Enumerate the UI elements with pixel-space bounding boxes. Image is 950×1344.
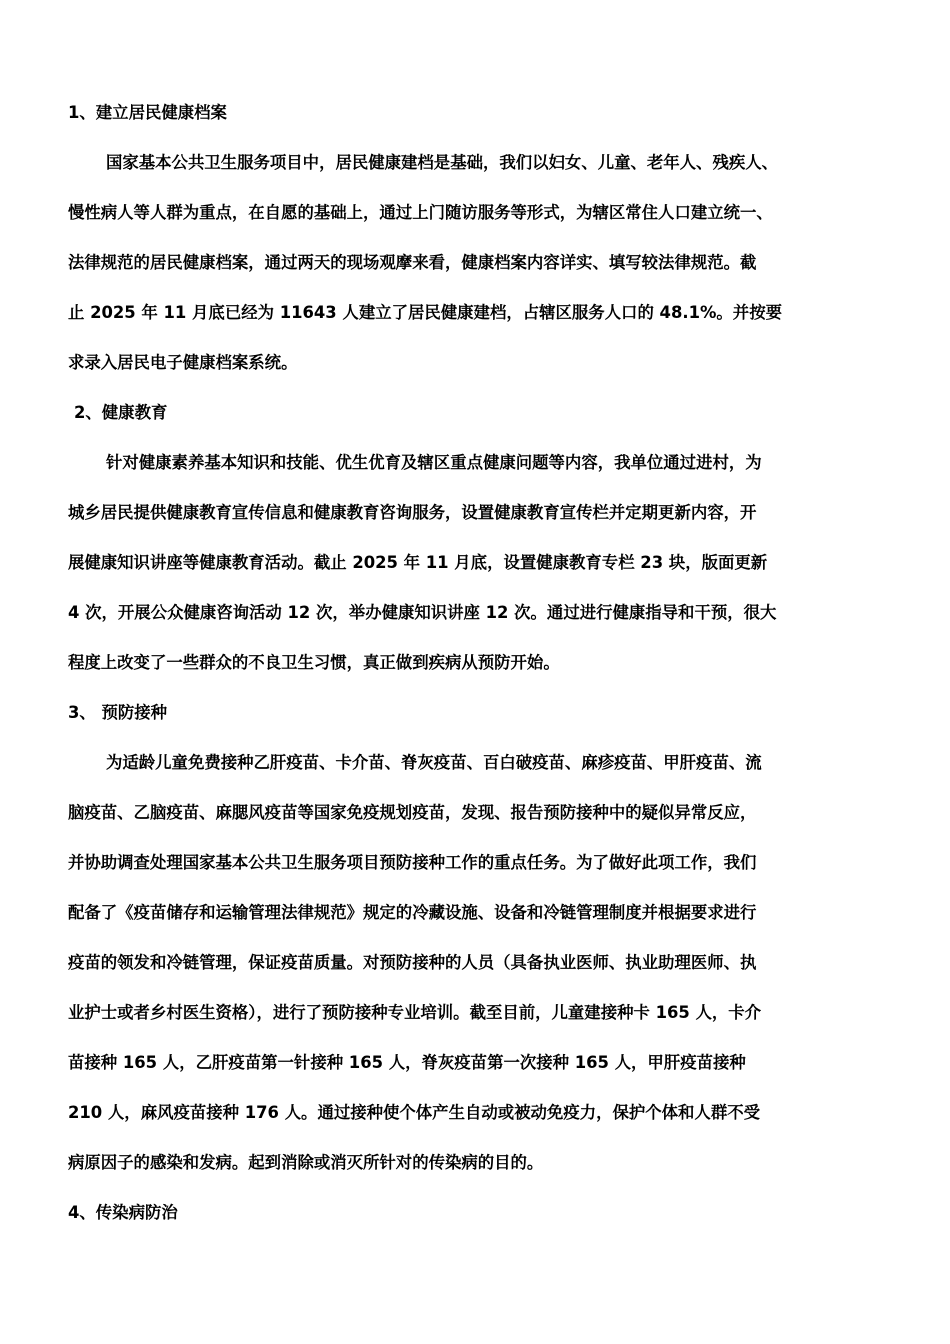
section-1-line: 止 2025 年 11 月底已经为 11643 人建立了居民健康建档，占辖区服务人口的 48.1%。并按要 xyxy=(68,303,782,322)
section-1-line: 求录入居民电子健康档案系统。 xyxy=(68,353,298,372)
section-1-heading: 1、建立居民健康档案 xyxy=(68,103,227,122)
section-3-line: 并协助调查处理国家基本公共卫生服务项目预防接种工作的重点任务。为了做好此项工作，我们 xyxy=(68,853,757,872)
section-2-line: 城乡居民提供健康教育宣传信息和健康教育咨询服务，设置健康教育宣传栏并定期更新内容，开 xyxy=(68,503,757,522)
section-3-line: 为适龄儿童免费接种乙肝疫苗、卡介苗、脊灰疫苗、百白破疫苗、麻疹疫苗、甲肝疫苗、流 xyxy=(106,753,762,772)
section-3-line: 苗接种 165 人，乙肝疫苗第一针接种 165 人，脊灰疫苗第一次接种 165 人，甲肝疫苗接种 xyxy=(68,1053,746,1072)
section-2-line: 程度上改变了一些群众的不良卫生习惯，真正做到疾病从预防开始。 xyxy=(68,653,560,672)
section-3-line: 业护士或者乡村医生资格），进行了预防接种专业培训。截至目前，儿童建接种卡 165 人，卡介 xyxy=(68,1003,762,1022)
section-3-line: 脑疫苗、乙脑疫苗、麻腮风疫苗等国家免疫规划疫苗，发现、报告预防接种中的疑似异常反应， xyxy=(68,803,757,822)
section-4-heading: 4、传染病防治 xyxy=(68,1203,178,1222)
section-3-heading: 3、 预防接种 xyxy=(68,703,168,722)
section-1-line: 法律规范的居民健康档案，通过两天的现场观摩来看，健康档案内容详实、填写较法律规范。截 xyxy=(68,253,757,272)
section-3-line: 病原因子的感染和发病。起到消除或消灭所针对的传染病的目的。 xyxy=(68,1153,544,1172)
section-1-line: 国家基本公共卫生服务项目中，居民健康建档是基础，我们以妇女、儿童、老年人、残疾人、 xyxy=(106,153,779,172)
section-2-line: 针对健康素养基本知识和技能、优生优育及辖区重点健康问题等内容，我单位通过进村，为 xyxy=(106,453,762,472)
section-3-line: 疫苗的领发和冷链管理，保证疫苗质量。对预防接种的人员（具备执业医师、执业助理医师、执 xyxy=(68,953,757,972)
section-3-line: 210 人，麻风疫苗接种 176 人。通过接种使个体产生自动或被动免疫力，保护个体和人群不受 xyxy=(68,1103,760,1122)
section-2-line: 展健康知识讲座等健康教育活动。截止 2025 年 11 月底，设置健康教育专栏 23 块，版面更新 xyxy=(68,553,768,572)
section-2-line: 4 次，开展公众健康咨询活动 12 次，举办健康知识讲座 12 次。通过进行健康指导和干预，很大 xyxy=(68,603,777,622)
section-3-line: 配备了《疫苗储存和运输管理法律规范》规定的冷藏设施、设备和冷链管理制度并根据要求进行 xyxy=(68,903,757,922)
section-2-heading: 2、健康教育 xyxy=(74,403,168,422)
section-1-line: 慢性病人等人群为重点，在自愿的基础上，通过上门随访服务等形式，为辖区常住人口建立统一、 xyxy=(68,203,773,222)
